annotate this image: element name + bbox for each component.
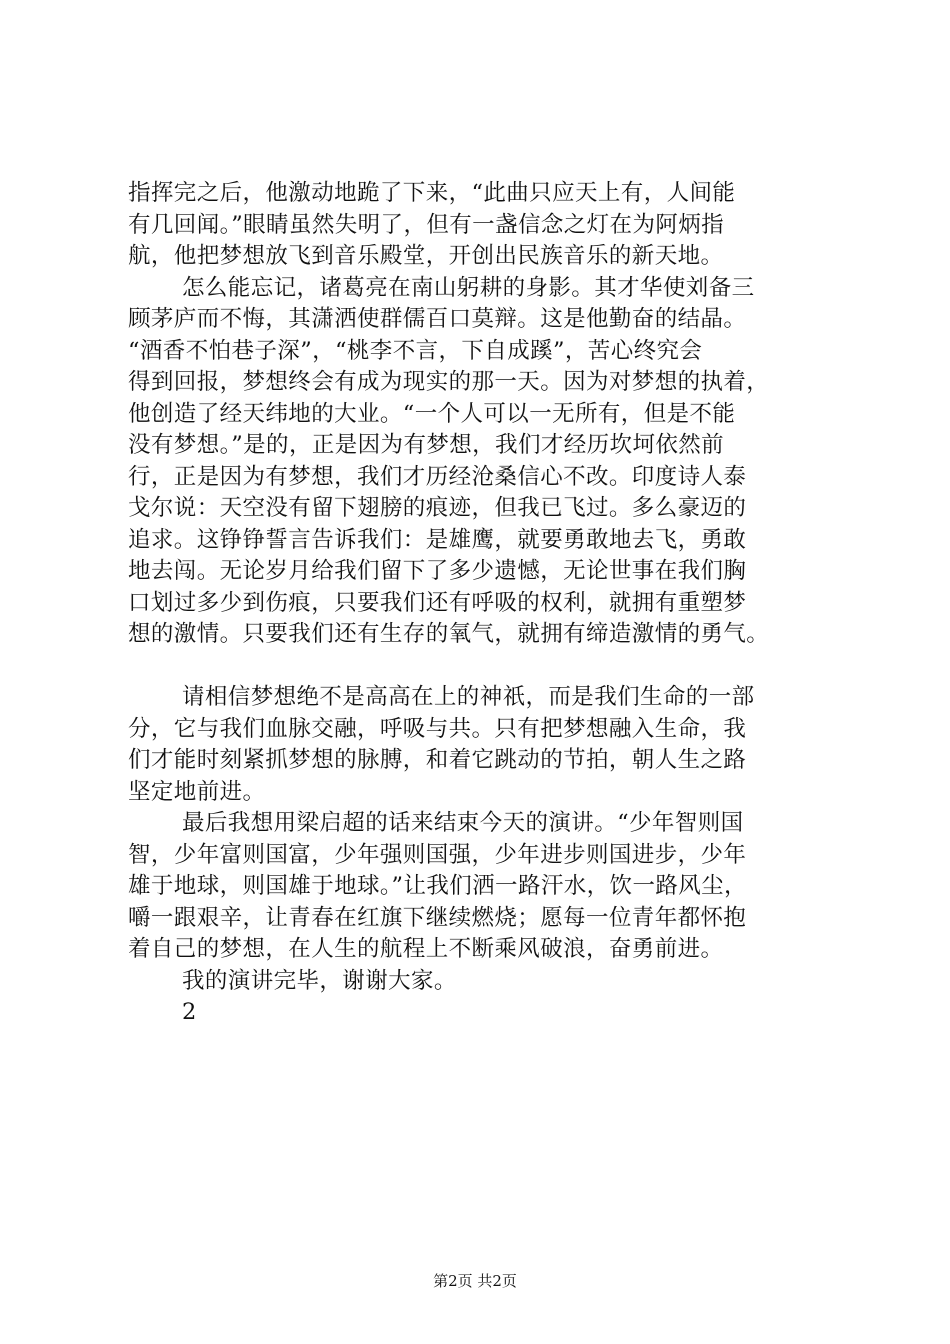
- text-line: 想的激情。只要我们还有生存的氧气，就拥有缔造激情的勇气。: [128, 621, 770, 647]
- text-line: 行，正是因为有梦想，我们才历经沧桑信心不改。印度诗人泰: [128, 463, 747, 490]
- paragraph-start: 怎么能忘记，诸葛亮在南山躬耕的身影。其才华使刘备三: [182, 274, 755, 301]
- inline-page-number: 2: [182, 999, 197, 1025]
- text-line: 智，少年富则国富，少年强则国强，少年进步则国进步，少年: [128, 841, 747, 868]
- page-footer: 第2页 共2页: [433, 1272, 517, 1290]
- closing-line: 我的演讲完毕，谢谢大家。: [182, 967, 457, 994]
- text-line: 戈尔说：天空没有留下翅膀的痕迹，但我已飞过。多么豪迈的: [128, 495, 747, 521]
- paragraph-start: 请相信梦想绝不是高高在上的神祇，而是我们生命的一部: [182, 684, 755, 710]
- text-line: 坚定地前进。: [128, 778, 266, 805]
- text-line: 口划过多少到伤痕，只要我们还有呼吸的权利，就拥有重塑梦: [128, 589, 747, 616]
- paragraph-gap: [128, 651, 850, 683]
- text-line: 他创造了经天纬地的大业。“一个人可以一无所有，但是不能: [128, 400, 736, 427]
- text-line: 有几回闻。”眼睛虽然失明了，但有一盏信念之灯在为阿炳指: [128, 211, 725, 238]
- text-line: 指挥完之后，他激动地跪了下来，“此曲只应天上有，人间能: [128, 180, 736, 206]
- text-line: 得到回报，梦想终会有成为现实的那一天。因为对梦想的执着，: [128, 369, 770, 395]
- text-line: 航，他把梦想放飞到音乐殿堂，开创出民族音乐的新天地。: [128, 243, 724, 269]
- text-line: 分，它与我们血脉交融，呼吸与共。只有把梦想融入生命，我: [128, 715, 747, 742]
- paragraph-start: 最后我想用梁启超的话来结束今天的演讲。“少年智则国: [182, 810, 744, 836]
- text-line: 地去闯。无论岁月给我们留下了多少遗憾，无论世事在我们胸: [128, 558, 747, 584]
- document-body: [128, 178, 850, 1029]
- text-line: 雄于地球，则国雄于地球。”让我们洒一路汗水，饮一路风尘，: [128, 873, 747, 899]
- text-line: 顾茅庐而不悔，其潇洒使群儒百口莫辩。这是他勤奋的结晶。: [128, 306, 747, 332]
- text-line: 们才能时刻紧抓梦想的脉膊，和着它跳动的节拍，朝人生之路: [128, 747, 747, 773]
- text-line: 没有梦想。”是的，正是因为有梦想，我们才经历坎坷依然前: [128, 432, 725, 458]
- text-line: 嚼一跟艰辛，让青春在红旗下继续燃烧；愿每一位青年都怀抱: [128, 904, 747, 931]
- text-line: 着自己的梦想，在人生的航程上不断乘风破浪，奋勇前进。: [128, 936, 724, 962]
- text-line: 追求。这铮铮誓言告诉我们：是雄鹰，就要勇敢地去飞，勇敢: [128, 526, 747, 553]
- text-line: “酒香不怕巷子深”，“桃李不言，下自成蹊”，苦心终究会: [128, 337, 703, 364]
